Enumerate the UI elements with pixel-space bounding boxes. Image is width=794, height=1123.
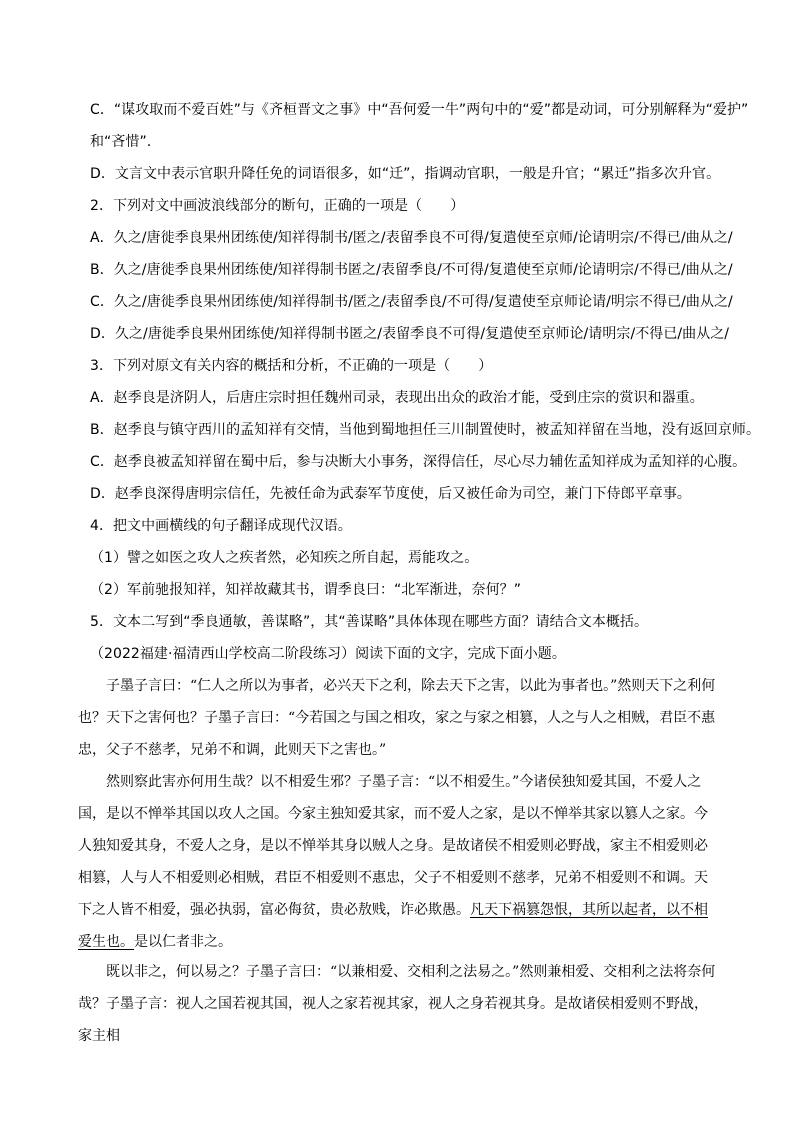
passage-paragraph-1: 子墨子言曰：“仁人之所以为事者，必兴天下之利，除去天下之害，以此为事者也。”然则天下之利何也？天下之害何也？子墨子言曰：“今若国之与国之相攻，家之与家之相篡，人之与人之相贼，君臣不惠忠，父子不慈孝，兄弟不和调，此则天下之害也。” xyxy=(78,678,716,758)
passage-paragraph-2 xyxy=(78,766,718,958)
question-2: 2．下列对文中画波浪线部分的断句，正确的一项是（ ） xyxy=(90,198,465,214)
passage-paragraph-3: 既以非之，何以易之？子墨子言曰：“以兼相爱、交相利之法易之。”然则兼相爱、交相利之法将奈何哉？子墨子言：视人之国若视其国，视人之家若视其家，视人之身若视其身。是故诸侯相爱则不野战，家主相 xyxy=(78,964,716,1044)
question-3: 3．下列对原文有关内容的概括和分析，不正确的一项是（ ） xyxy=(90,358,493,374)
passage-paragraph-2-end: 是以仁者非之。 xyxy=(134,934,232,950)
question-3-option-b: B．赵季良与镇守西川的孟知祥有交情，当他到蜀地担任三川制置使时，被孟知祥留在当地，没有返回京师。 xyxy=(90,422,761,438)
question-2-option-c: C．久之/唐徙季良果州团练使/知祥得制书/匿之/表留季良/不可得/复遣使至京师论请/明宗不得已/曲从之/ xyxy=(90,294,733,310)
passage-paragraph-2-text: 然则察此害亦何用生哉？以不相爱生邪？子墨子言：“以不相爱生。”今诸侯独知爱其国，不爱人之国，是以不惮举其国以攻人之国。今家主独知爱其家，而不爱人之家，是以不惮举其家以篡人之家。今人独知爱其身，不爱人之身，是以不惮举其身以贼人之身。是故诸侯不相爱则必野战，家主不相爱则必相篡，人与人不相爱则必相贼，君臣不相爱则不惠忠，父子不相爱则不慈孝，兄弟不相爱则不和调。天下之人皆不相爱，强必执弱，富必侮贫，贵必敖贱，诈必欺愚。 xyxy=(78,774,708,918)
passage-source: （2022福建·福清西山学校高二阶段练习）阅读下面的文字，完成下面小题。 xyxy=(90,646,566,662)
question-4-item-2: （2）军前驰报知祥，知祥故藏其书，谓季良曰：“北军渐进，奈何？” xyxy=(90,582,522,598)
option-d-line: D．文言文中表示官职升降任免的词语很多，如“迁”，指调动官职，一般是升官；“累迁”指多次升官。 xyxy=(90,166,721,182)
option-c-continued: 和“吝惜”. xyxy=(90,134,152,150)
question-2-option-a: A．久之/唐徙季良果州团练使/知祥得制书/匿之/表留季良不可得/复遣使至京师/论请明宗/不得已/曲从之/ xyxy=(90,230,733,246)
question-4: 4．把文中画横线的句子翻译成现代汉语。 xyxy=(90,518,352,534)
question-2-option-b: B．久之/唐徙季良果州团练使/知祥得制书匿之/表留季良/不可得/复遣使至京师/论请明宗/不得已/曲从之/ xyxy=(90,262,733,278)
question-3-option-d: D．赵季良深得唐明宗信任，先被任命为武泰军节度使，后又被任命为司空，兼门下侍郎平章事。 xyxy=(90,486,691,502)
question-3-option-c: C．赵季良被孟知祥留在蜀中后，参与决断大小事务，深得信任，尽心尽力辅佐孟知祥成为孟知祥的心腹。 xyxy=(90,454,747,470)
question-4-item-1: （1）譬之如医之攻人之疾者然，必知疾之所自起，焉能攻之。 xyxy=(90,550,479,566)
underlined-sentence: 凡天下祸篡怨恨，其所以起者，以不相爱生也。 xyxy=(78,902,708,950)
option-c-line: C．“谋攻取而不爱百姓”与《齐桓晋文之事》中“吾何爱一牛”两句中的“爱”都是动词，可分别解释为“爱护” xyxy=(90,102,749,118)
question-5: 5．文本二写到“季良通敏，善谋略”，其“善谋略”具体体现在哪些方面？请结合文本概括。 xyxy=(90,614,649,630)
question-3-option-a: A．赵季良是济阴人，后唐庄宗时担任魏州司录，表现出出众的政治才能，受到庄宗的赏识和器重。 xyxy=(90,390,704,406)
question-2-option-d: D．久之/唐徙季良果州团练使/知祥得制书匿之/表留季良不可得/复遣使至京师论/请明宗/不得已/曲从之/ xyxy=(90,326,730,342)
